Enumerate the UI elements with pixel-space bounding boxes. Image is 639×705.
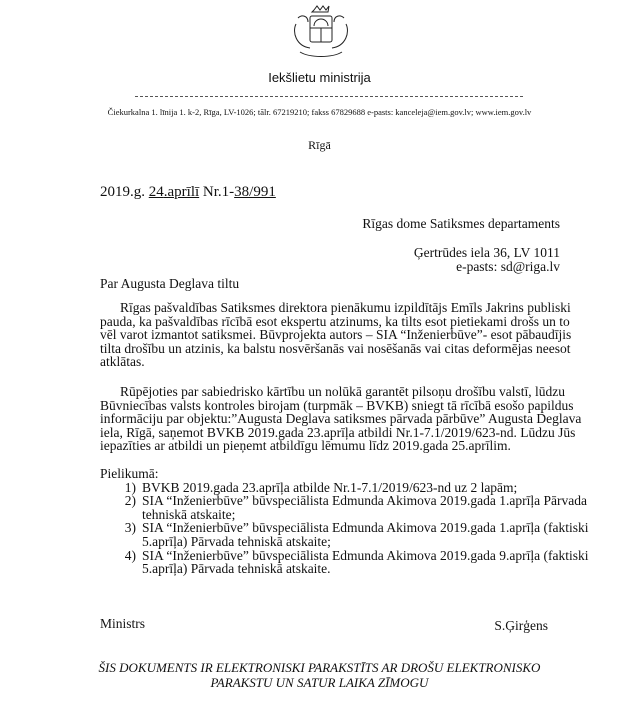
attachments-label: Pielikumā: (100, 466, 159, 481)
text-line: 5.aprīļa) Pārvada tehniskā atskaite; (142, 533, 331, 549)
text-line: BVKB 2019.gada 23.aprīļa atbilde Nr.1-7.1/2019/623-nd uz 2 lapām; (142, 479, 518, 495)
notice-line: PARAKSTU UN SATUR LAIKA ZĪMOGU (210, 675, 429, 690)
paragraph-2 (100, 384, 582, 454)
recipient-name: Rīgas dome Satiksmes departaments (362, 216, 560, 231)
text-line: atklātas. (100, 354, 145, 370)
text-line: SIA “Inženierbūve” būvspeciālista Edmunda Akimova 2019.gada 1.aprīļa Pārvada (142, 493, 587, 509)
day: 24 (148, 184, 164, 200)
text-line: SIA “Inženierbūve” būvspeciālista Edmunda Akimova 2019.gada 9.aprīļa (faktiski (142, 547, 589, 563)
ministry-address: Čiekurkalna 1. līnija 1. k-2, Rīga, LV-1026; tālr. 67219210; fakss 67829688 e-pasts: kanceleja@iem.gov.lv; www.iem.gov.lv (107, 107, 532, 117)
notice-line: ŠIS DOKUMENTS IR ELEKTRONISKI PARAKSTĪTS AR DROŠU ELEKTRONISKO (98, 660, 541, 675)
subject: Par Augusta Deglava tiltu (100, 276, 240, 291)
recipient-address: Ģertrūdes iela 36, LV 1011 (413, 245, 560, 260)
attachment-item (100, 547, 589, 577)
paragraph-1 (100, 300, 572, 370)
item-number: 4) (124, 547, 136, 563)
text-line: vēl varot izmantot satiksmei. Būvprojekta autors – SIA “Inženierbūve”- esot pābaudījis (100, 327, 572, 343)
ministry-name: Iekšlietu ministrija (268, 70, 371, 85)
document-date-number (100, 184, 276, 201)
text-line: iela, Rīgā, saņemot BVKB 2019.gada 23.aprīļa atbildi Nr.1-7.1/2019/623-nd. Lūdzu Jūs (100, 424, 576, 440)
text-line: iepazīties ar atbildi un pieņemt atbildīgu lēmumu līdz 2019.gada 25.aprīlim. (100, 438, 511, 454)
header-divider (135, 96, 523, 97)
text-line: tilta drošību un atzinis, ka balstu nosvēršanās vai nosēšanās vai citas deformējas neesot (100, 340, 571, 356)
text-line: informāciju par objektu:”Augusta Deglava satiksmes pārvada pārbūve” Augusta Deglava (100, 411, 582, 427)
item-number: 1) (124, 479, 136, 495)
signatory-title: Ministrs (100, 616, 146, 631)
text-line: pauda, ka pašvaldības rīcībā esot ekspertu atzinums, ka tilts esot pietiekami drošs un to (100, 313, 570, 329)
text-line: Rīgas pašvaldības Satiksmes direktora pienākumu izpildītājs Emīls Jakrins publiski (120, 300, 571, 315)
attachments (100, 466, 589, 577)
text-line: SIA “Inženierbūve” būvspeciālista Edmunda Akimova 2019.gada 1.aprīļa (faktiski (142, 520, 589, 536)
nr-prefix: Nr.1- (199, 184, 235, 200)
city: Rīgā (308, 138, 331, 152)
text-line: Rūpējoties par sabiedrisko kārtību un nolūkā garantēt pilsoņu drošību valstī, lūdzu (120, 384, 566, 399)
coat-of-arms-logo (290, 4, 352, 62)
e-signature-notice (0, 660, 639, 690)
attachment-item (100, 520, 589, 549)
year: 2019.g. (100, 184, 149, 200)
item-number: 3) (124, 520, 136, 536)
attachment-item (100, 493, 587, 522)
attachment-item (100, 481, 560, 495)
text-line: Būvniecības valsts kontroles birojam (turpmāk – BVKB) sniegt tā rīcībā esošo papildus (100, 397, 574, 413)
signatory-name: S.Ģirģens (494, 618, 548, 633)
item-number: 2) (124, 493, 136, 509)
document-number: 38/991 (234, 184, 276, 200)
text-line: tehniskā atskaite; (142, 506, 236, 522)
month: .aprīlī (163, 184, 200, 200)
recipient-email: e-pasts: sd@riga.lv (456, 259, 560, 274)
text-line: 5.aprīļa) Pārvada tehniskā atskaite. (142, 561, 331, 577)
